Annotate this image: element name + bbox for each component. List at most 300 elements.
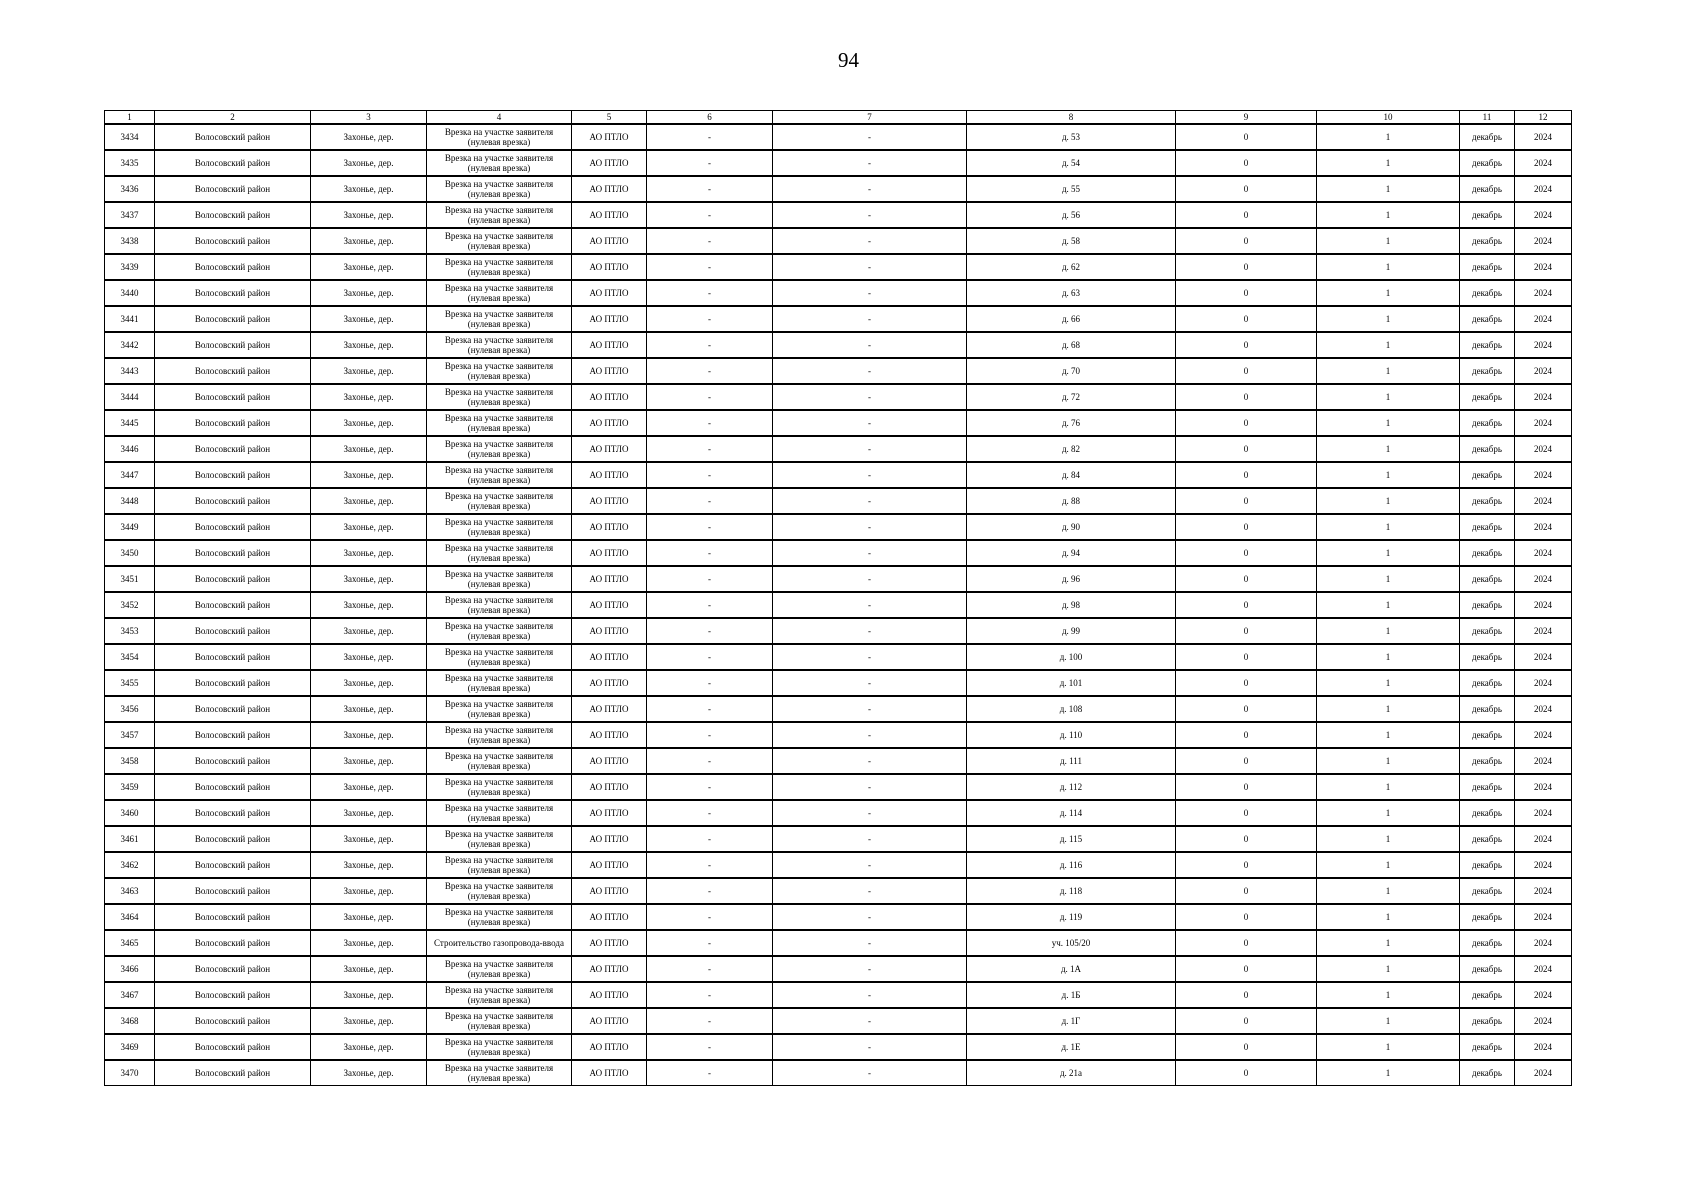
- column-10-cell: 1: [1317, 410, 1460, 436]
- settlement-cell: Захонье, дер.: [311, 956, 427, 982]
- organization-cell: АО ПТЛО: [572, 904, 647, 930]
- organization-cell: АО ПТЛО: [572, 722, 647, 748]
- settlement-cell: Захонье, дер.: [311, 202, 427, 228]
- column-9-cell: 0: [1176, 852, 1317, 878]
- district-cell: Волосовский район: [155, 774, 311, 800]
- year-cell: 2024: [1515, 332, 1572, 358]
- district-cell: Волосовский район: [155, 566, 311, 592]
- table-row: [105, 1060, 1572, 1086]
- address-cell: д. 68: [967, 332, 1176, 358]
- column-10-cell: 1: [1317, 592, 1460, 618]
- column-6-cell: -: [647, 644, 773, 670]
- year-cell: 2024: [1515, 618, 1572, 644]
- address-cell: д. 118: [967, 878, 1176, 904]
- column-7-cell: -: [773, 358, 967, 384]
- address-cell: д. 58: [967, 228, 1176, 254]
- column-7-cell: -: [773, 592, 967, 618]
- settlement-cell: Захонье, дер.: [311, 1060, 427, 1086]
- row-number-cell: 3458: [105, 748, 155, 774]
- settlement-cell: Захонье, дер.: [311, 800, 427, 826]
- work-type-cell: Врезка на участке заявителя (нулевая врезка): [427, 852, 572, 878]
- organization-cell: АО ПТЛО: [572, 930, 647, 956]
- column-9-cell: 0: [1176, 826, 1317, 852]
- address-cell: д. 99: [967, 618, 1176, 644]
- row-number-cell: 3459: [105, 774, 155, 800]
- work-type-cell: Врезка на участке заявителя (нулевая врезка): [427, 332, 572, 358]
- settlement-cell: Захонье, дер.: [311, 878, 427, 904]
- settlement-cell: Захонье, дер.: [311, 722, 427, 748]
- column-6-cell: -: [647, 280, 773, 306]
- settlement-cell: Захонье, дер.: [311, 280, 427, 306]
- header-cell: 6: [647, 111, 773, 125]
- settlement-cell: Захонье, дер.: [311, 1008, 427, 1034]
- column-9-cell: 0: [1176, 358, 1317, 384]
- column-6-cell: -: [647, 1034, 773, 1060]
- address-cell: д. 115: [967, 826, 1176, 852]
- address-cell: д. 66: [967, 306, 1176, 332]
- month-cell: декабрь: [1460, 930, 1515, 956]
- column-9-cell: 0: [1176, 982, 1317, 1008]
- year-cell: 2024: [1515, 488, 1572, 514]
- address-cell: д. 88: [967, 488, 1176, 514]
- address-cell: д. 62: [967, 254, 1176, 280]
- organization-cell: АО ПТЛО: [572, 488, 647, 514]
- month-cell: декабрь: [1460, 176, 1515, 202]
- district-cell: Волосовский район: [155, 852, 311, 878]
- table-row: [105, 696, 1572, 722]
- year-cell: 2024: [1515, 462, 1572, 488]
- organization-cell: АО ПТЛО: [572, 228, 647, 254]
- month-cell: декабрь: [1460, 306, 1515, 332]
- work-type-cell: Врезка на участке заявителя (нулевая врезка): [427, 540, 572, 566]
- work-type-cell: Врезка на участке заявителя (нулевая врезка): [427, 670, 572, 696]
- district-cell: Волосовский район: [155, 670, 311, 696]
- column-6-cell: -: [647, 436, 773, 462]
- column-6-cell: -: [647, 410, 773, 436]
- column-9-cell: 0: [1176, 566, 1317, 592]
- district-cell: Волосовский район: [155, 826, 311, 852]
- work-type-cell: Врезка на участке заявителя (нулевая врезка): [427, 748, 572, 774]
- month-cell: декабрь: [1460, 982, 1515, 1008]
- column-9-cell: 0: [1176, 748, 1317, 774]
- year-cell: 2024: [1515, 280, 1572, 306]
- column-10-cell: 1: [1317, 878, 1460, 904]
- address-cell: д. 100: [967, 644, 1176, 670]
- organization-cell: АО ПТЛО: [572, 306, 647, 332]
- column-6-cell: -: [647, 176, 773, 202]
- table-row: [105, 540, 1572, 566]
- table-row: [105, 462, 1572, 488]
- organization-cell: АО ПТЛО: [572, 982, 647, 1008]
- month-cell: декабрь: [1460, 254, 1515, 280]
- settlement-cell: Захонье, дер.: [311, 696, 427, 722]
- organization-cell: АО ПТЛО: [572, 878, 647, 904]
- organization-cell: АО ПТЛО: [572, 956, 647, 982]
- work-type-cell: Врезка на участке заявителя (нулевая врезка): [427, 514, 572, 540]
- table-row: [105, 748, 1572, 774]
- column-6-cell: -: [647, 254, 773, 280]
- column-9-cell: 0: [1176, 462, 1317, 488]
- month-cell: декабрь: [1460, 462, 1515, 488]
- settlement-cell: Захонье, дер.: [311, 670, 427, 696]
- settlement-cell: Захонье, дер.: [311, 826, 427, 852]
- table-row: [105, 904, 1572, 930]
- table-body: [105, 111, 1572, 1086]
- year-cell: 2024: [1515, 150, 1572, 176]
- organization-cell: АО ПТЛО: [572, 826, 647, 852]
- year-cell: 2024: [1515, 982, 1572, 1008]
- month-cell: декабрь: [1460, 1034, 1515, 1060]
- address-cell: д. 1Г: [967, 1008, 1176, 1034]
- column-7-cell: -: [773, 488, 967, 514]
- year-cell: 2024: [1515, 644, 1572, 670]
- district-cell: Волосовский район: [155, 696, 311, 722]
- year-cell: 2024: [1515, 202, 1572, 228]
- work-type-cell: Врезка на участке заявителя (нулевая врезка): [427, 358, 572, 384]
- month-cell: декабрь: [1460, 280, 1515, 306]
- month-cell: декабрь: [1460, 1060, 1515, 1086]
- district-cell: Волосовский район: [155, 592, 311, 618]
- month-cell: декабрь: [1460, 956, 1515, 982]
- organization-cell: АО ПТЛО: [572, 176, 647, 202]
- work-type-cell: Врезка на участке заявителя (нулевая врезка): [427, 696, 572, 722]
- settlement-cell: Захонье, дер.: [311, 774, 427, 800]
- organization-cell: АО ПТЛО: [572, 150, 647, 176]
- district-cell: Волосовский район: [155, 982, 311, 1008]
- month-cell: декабрь: [1460, 202, 1515, 228]
- column-6-cell: -: [647, 852, 773, 878]
- row-number-cell: 3445: [105, 410, 155, 436]
- organization-cell: АО ПТЛО: [572, 436, 647, 462]
- row-number-cell: 3467: [105, 982, 155, 1008]
- header-cell: 4: [427, 111, 572, 125]
- month-cell: декабрь: [1460, 644, 1515, 670]
- organization-cell: АО ПТЛО: [572, 774, 647, 800]
- address-cell: д. 101: [967, 670, 1176, 696]
- organization-cell: АО ПТЛО: [572, 566, 647, 592]
- month-cell: декабрь: [1460, 566, 1515, 592]
- table-row: [105, 930, 1572, 956]
- work-type-cell: Врезка на участке заявителя (нулевая врезка): [427, 202, 572, 228]
- column-10-cell: 1: [1317, 956, 1460, 982]
- row-number-cell: 3441: [105, 306, 155, 332]
- year-cell: 2024: [1515, 566, 1572, 592]
- row-number-cell: 3469: [105, 1034, 155, 1060]
- district-cell: Волосовский район: [155, 462, 311, 488]
- month-cell: декабрь: [1460, 748, 1515, 774]
- column-10-cell: 1: [1317, 306, 1460, 332]
- settlement-cell: Захонье, дер.: [311, 254, 427, 280]
- year-cell: 2024: [1515, 696, 1572, 722]
- column-10-cell: 1: [1317, 150, 1460, 176]
- table-row: [105, 436, 1572, 462]
- column-6-cell: -: [647, 696, 773, 722]
- organization-cell: АО ПТЛО: [572, 748, 647, 774]
- month-cell: декабрь: [1460, 436, 1515, 462]
- address-cell: д. 53: [967, 124, 1176, 150]
- column-7-cell: -: [773, 748, 967, 774]
- work-type-cell: Врезка на участке заявителя (нулевая врезка): [427, 592, 572, 618]
- column-6-cell: -: [647, 488, 773, 514]
- column-7-cell: -: [773, 124, 967, 150]
- work-type-cell: Врезка на участке заявителя (нулевая врезка): [427, 1060, 572, 1086]
- column-6-cell: -: [647, 748, 773, 774]
- column-6-cell: -: [647, 384, 773, 410]
- column-9-cell: 0: [1176, 150, 1317, 176]
- column-10-cell: 1: [1317, 124, 1460, 150]
- settlement-cell: Захонье, дер.: [311, 332, 427, 358]
- column-10-cell: 1: [1317, 1060, 1460, 1086]
- settlement-cell: Захонье, дер.: [311, 566, 427, 592]
- column-6-cell: -: [647, 904, 773, 930]
- settlement-cell: Захонье, дер.: [311, 462, 427, 488]
- row-number-cell: 3456: [105, 696, 155, 722]
- column-6-cell: -: [647, 618, 773, 644]
- column-10-cell: 1: [1317, 670, 1460, 696]
- address-cell: д. 82: [967, 436, 1176, 462]
- organization-cell: АО ПТЛО: [572, 202, 647, 228]
- year-cell: 2024: [1515, 852, 1572, 878]
- column-7-cell: -: [773, 878, 967, 904]
- column-9-cell: 0: [1176, 904, 1317, 930]
- month-cell: декабрь: [1460, 228, 1515, 254]
- column-7-cell: -: [773, 384, 967, 410]
- column-7-cell: -: [773, 930, 967, 956]
- column-7-cell: -: [773, 410, 967, 436]
- column-7-cell: -: [773, 852, 967, 878]
- settlement-cell: Захонье, дер.: [311, 384, 427, 410]
- work-type-cell: Врезка на участке заявителя (нулевая врезка): [427, 644, 572, 670]
- district-cell: Волосовский район: [155, 384, 311, 410]
- settlement-cell: Захонье, дер.: [311, 488, 427, 514]
- column-7-cell: -: [773, 540, 967, 566]
- column-9-cell: 0: [1176, 488, 1317, 514]
- column-6-cell: -: [647, 800, 773, 826]
- column-9-cell: 0: [1176, 696, 1317, 722]
- district-cell: Волосовский район: [155, 514, 311, 540]
- work-type-cell: Врезка на участке заявителя (нулевая врезка): [427, 800, 572, 826]
- month-cell: декабрь: [1460, 592, 1515, 618]
- work-type-cell: Врезка на участке заявителя (нулевая врезка): [427, 124, 572, 150]
- row-number-cell: 3435: [105, 150, 155, 176]
- column-9-cell: 0: [1176, 670, 1317, 696]
- table-row: [105, 254, 1572, 280]
- column-9-cell: 0: [1176, 202, 1317, 228]
- district-cell: Волосовский район: [155, 956, 311, 982]
- address-cell: д. 96: [967, 566, 1176, 592]
- row-number-cell: 3443: [105, 358, 155, 384]
- column-7-cell: -: [773, 306, 967, 332]
- district-cell: Волосовский район: [155, 618, 311, 644]
- column-6-cell: -: [647, 1008, 773, 1034]
- row-number-cell: 3466: [105, 956, 155, 982]
- address-cell: д. 112: [967, 774, 1176, 800]
- column-10-cell: 1: [1317, 202, 1460, 228]
- table-row: [105, 982, 1572, 1008]
- column-7-cell: -: [773, 670, 967, 696]
- header-cell: 3: [311, 111, 427, 125]
- table-row: [105, 722, 1572, 748]
- work-type-cell: Врезка на участке заявителя (нулевая врезка): [427, 826, 572, 852]
- column-6-cell: -: [647, 514, 773, 540]
- year-cell: 2024: [1515, 722, 1572, 748]
- address-cell: уч. 105/20: [967, 930, 1176, 956]
- district-cell: Волосовский район: [155, 930, 311, 956]
- table-row: [105, 1034, 1572, 1060]
- row-number-cell: 3457: [105, 722, 155, 748]
- column-9-cell: 0: [1176, 176, 1317, 202]
- organization-cell: АО ПТЛО: [572, 462, 647, 488]
- year-cell: 2024: [1515, 1034, 1572, 1060]
- month-cell: декабрь: [1460, 852, 1515, 878]
- district-cell: Волосовский район: [155, 540, 311, 566]
- year-cell: 2024: [1515, 956, 1572, 982]
- column-6-cell: -: [647, 826, 773, 852]
- district-cell: Волосовский район: [155, 1034, 311, 1060]
- row-number-cell: 3454: [105, 644, 155, 670]
- address-cell: д. 1Е: [967, 1034, 1176, 1060]
- column-10-cell: 1: [1317, 254, 1460, 280]
- district-cell: Волосовский район: [155, 904, 311, 930]
- district-cell: Волосовский район: [155, 722, 311, 748]
- address-cell: д. 70: [967, 358, 1176, 384]
- header-cell: 2: [155, 111, 311, 125]
- address-cell: д. 108: [967, 696, 1176, 722]
- table-row: [105, 202, 1572, 228]
- column-6-cell: -: [647, 930, 773, 956]
- address-cell: д. 1Б: [967, 982, 1176, 1008]
- organization-cell: АО ПТЛО: [572, 280, 647, 306]
- address-cell: д. 90: [967, 514, 1176, 540]
- settlement-cell: Захонье, дер.: [311, 930, 427, 956]
- address-cell: д. 111: [967, 748, 1176, 774]
- work-type-cell: Врезка на участке заявителя (нулевая врезка): [427, 1034, 572, 1060]
- column-10-cell: 1: [1317, 280, 1460, 306]
- year-cell: 2024: [1515, 228, 1572, 254]
- work-type-cell: Врезка на участке заявителя (нулевая врезка): [427, 618, 572, 644]
- row-number-cell: 3450: [105, 540, 155, 566]
- table-row: [105, 800, 1572, 826]
- settlement-cell: Захонье, дер.: [311, 852, 427, 878]
- table-row: [105, 280, 1572, 306]
- column-10-cell: 1: [1317, 1034, 1460, 1060]
- row-number-cell: 3442: [105, 332, 155, 358]
- row-number-cell: 3447: [105, 462, 155, 488]
- row-number-cell: 3449: [105, 514, 155, 540]
- organization-cell: АО ПТЛО: [572, 670, 647, 696]
- work-type-cell: Врезка на участке заявителя (нулевая врезка): [427, 982, 572, 1008]
- month-cell: декабрь: [1460, 800, 1515, 826]
- row-number-cell: 3444: [105, 384, 155, 410]
- month-cell: декабрь: [1460, 124, 1515, 150]
- column-9-cell: 0: [1176, 878, 1317, 904]
- work-type-cell: Врезка на участке заявителя (нулевая врезка): [427, 878, 572, 904]
- column-9-cell: 0: [1176, 1034, 1317, 1060]
- table-row: [105, 852, 1572, 878]
- district-cell: Волосовский район: [155, 124, 311, 150]
- year-cell: 2024: [1515, 904, 1572, 930]
- address-cell: д. 116: [967, 852, 1176, 878]
- column-6-cell: -: [647, 124, 773, 150]
- column-6-cell: -: [647, 228, 773, 254]
- month-cell: декабрь: [1460, 488, 1515, 514]
- row-number-cell: 3436: [105, 176, 155, 202]
- year-cell: 2024: [1515, 306, 1572, 332]
- year-cell: 2024: [1515, 358, 1572, 384]
- table-row: [105, 618, 1572, 644]
- column-9-cell: 0: [1176, 306, 1317, 332]
- settlement-cell: Захонье, дер.: [311, 540, 427, 566]
- address-cell: д. 72: [967, 384, 1176, 410]
- column-10-cell: 1: [1317, 722, 1460, 748]
- table-row: [105, 514, 1572, 540]
- column-10-cell: 1: [1317, 930, 1460, 956]
- row-number-cell: 3440: [105, 280, 155, 306]
- year-cell: 2024: [1515, 800, 1572, 826]
- column-10-cell: 1: [1317, 332, 1460, 358]
- month-cell: декабрь: [1460, 696, 1515, 722]
- month-cell: декабрь: [1460, 774, 1515, 800]
- address-cell: д. 55: [967, 176, 1176, 202]
- table-row: [105, 566, 1572, 592]
- work-type-cell: Врезка на участке заявителя (нулевая врезка): [427, 150, 572, 176]
- header-cell: 8: [967, 111, 1176, 125]
- work-type-cell: Врезка на участке заявителя (нулевая врезка): [427, 436, 572, 462]
- month-cell: декабрь: [1460, 618, 1515, 644]
- settlement-cell: Захонье, дер.: [311, 1034, 427, 1060]
- row-number-cell: 3468: [105, 1008, 155, 1034]
- district-cell: Волосовский район: [155, 644, 311, 670]
- row-number-cell: 3462: [105, 852, 155, 878]
- settlement-cell: Захонье, дер.: [311, 904, 427, 930]
- month-cell: декабрь: [1460, 332, 1515, 358]
- settlement-cell: Захонье, дер.: [311, 410, 427, 436]
- column-7-cell: -: [773, 566, 967, 592]
- column-7-cell: -: [773, 800, 967, 826]
- table-row: [105, 644, 1572, 670]
- table-row: [105, 124, 1572, 150]
- column-7-cell: -: [773, 618, 967, 644]
- column-9-cell: 0: [1176, 384, 1317, 410]
- settlement-cell: Захонье, дер.: [311, 228, 427, 254]
- column-10-cell: 1: [1317, 228, 1460, 254]
- column-10-cell: 1: [1317, 176, 1460, 202]
- address-cell: д. 114: [967, 800, 1176, 826]
- month-cell: декабрь: [1460, 722, 1515, 748]
- month-cell: декабрь: [1460, 150, 1515, 176]
- organization-cell: АО ПТЛО: [572, 852, 647, 878]
- organization-cell: АО ПТЛО: [572, 254, 647, 280]
- month-cell: декабрь: [1460, 670, 1515, 696]
- column-6-cell: -: [647, 982, 773, 1008]
- row-number-cell: 3465: [105, 930, 155, 956]
- month-cell: декабрь: [1460, 384, 1515, 410]
- settlement-cell: Захонье, дер.: [311, 644, 427, 670]
- column-7-cell: -: [773, 228, 967, 254]
- header-row: [105, 111, 1572, 125]
- column-10-cell: 1: [1317, 488, 1460, 514]
- district-cell: Волосовский район: [155, 280, 311, 306]
- district-cell: Волосовский район: [155, 488, 311, 514]
- column-7-cell: -: [773, 150, 967, 176]
- work-type-cell: Врезка на участке заявителя (нулевая врезка): [427, 462, 572, 488]
- address-cell: д. 76: [967, 410, 1176, 436]
- row-number-cell: 3455: [105, 670, 155, 696]
- year-cell: 2024: [1515, 540, 1572, 566]
- column-9-cell: 0: [1176, 254, 1317, 280]
- column-10-cell: 1: [1317, 618, 1460, 644]
- column-7-cell: -: [773, 332, 967, 358]
